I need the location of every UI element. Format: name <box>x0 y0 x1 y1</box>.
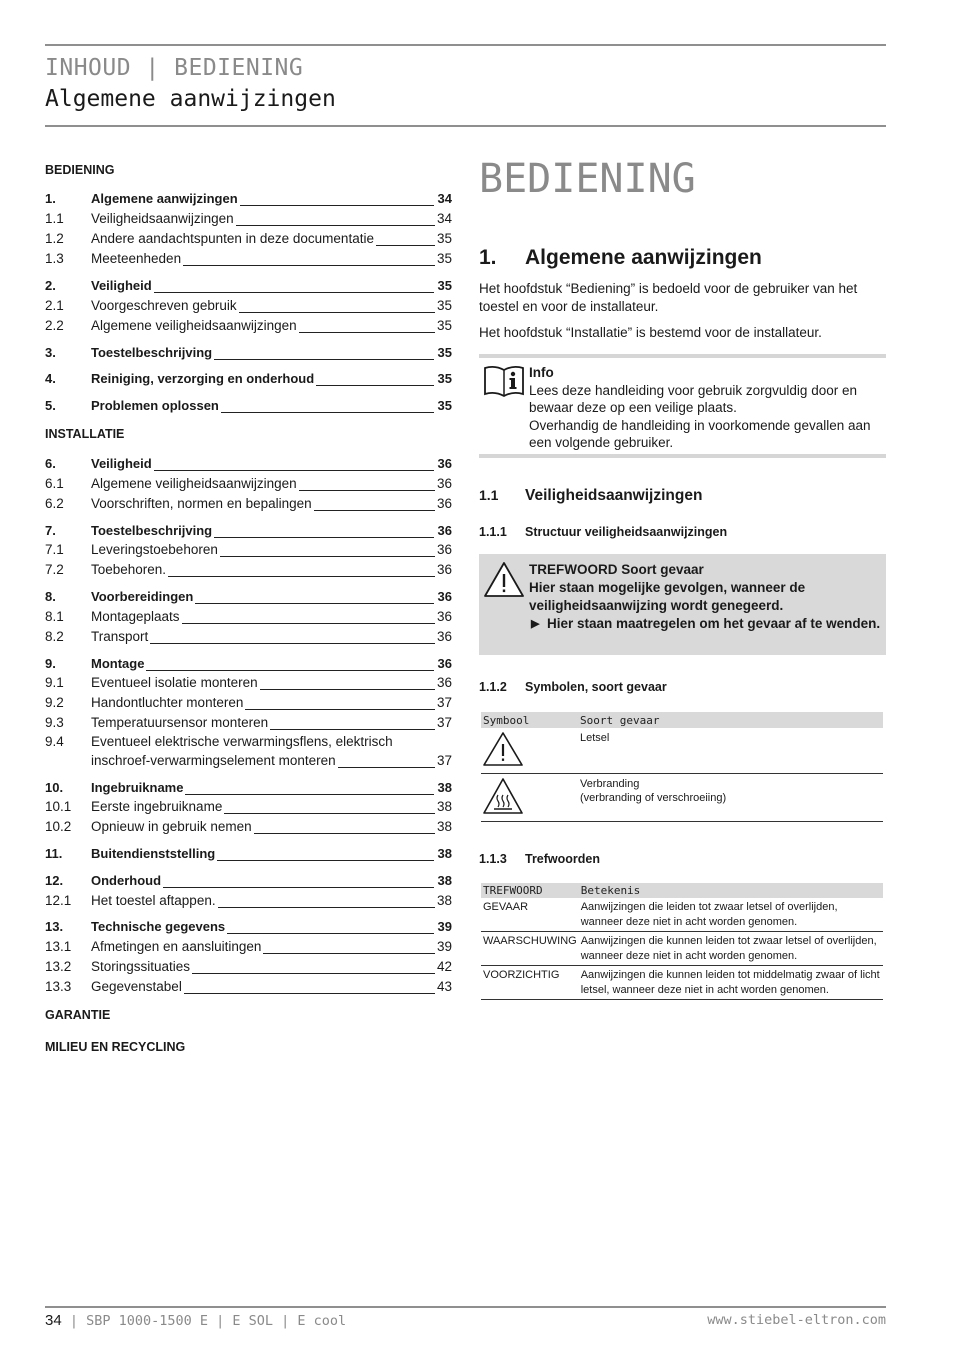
info-book-icon <box>483 364 525 403</box>
header-page-title: Algemene aanwijzingen <box>45 86 336 112</box>
toc-entry-number: 3. <box>45 345 56 360</box>
toc-entry-page: 36 <box>436 476 452 491</box>
toc-entry-label: Temperatuursensor monteren <box>91 715 269 730</box>
type-cell <box>578 774 883 822</box>
section-1-1-3-heading <box>479 852 600 866</box>
toc-entry-number: 12.1 <box>45 893 72 908</box>
info-line-1: Lees deze handleiding voor gebruik zorgvuldig door en bewaar deze op een veilige plaats. <box>529 382 857 415</box>
signal-word-cell: VOORZICHTIG <box>481 966 579 1000</box>
toc-entry-page: 36 <box>436 562 452 577</box>
toc-entry-page: 43 <box>436 979 452 994</box>
table-row <box>481 932 883 966</box>
column-header: TREFWOORD <box>481 883 579 898</box>
toc-entry-number: 4. <box>45 371 56 386</box>
toc-entry-page: 35 <box>437 345 452 360</box>
toc-entry-number: 12. <box>45 873 64 888</box>
toc-entry-page: 36 <box>437 656 452 671</box>
toc-entry-number: 11. <box>45 846 63 861</box>
toc-entry-number: 13.2 <box>45 959 72 974</box>
toc-entry-number: 9.3 <box>45 715 64 730</box>
toc-entry <box>45 190 452 208</box>
toc-entry-page: 36 <box>436 542 452 557</box>
hot-surface-icon <box>481 776 525 816</box>
toc-entry-page: 39 <box>436 939 452 954</box>
toc-entry <box>45 892 452 910</box>
arrow-right-icon: ▶ <box>531 618 540 630</box>
section-1-heading <box>479 246 762 270</box>
section-title: Algemene aanwijzingen <box>525 246 762 269</box>
toc-entry <box>45 250 452 268</box>
toc-entry-number: 1. <box>45 191 56 206</box>
toc-entry <box>45 230 452 248</box>
toc-section-installatie: INSTALLATIE <box>45 427 125 441</box>
toc-entry-label: Meeteenheden <box>91 251 182 266</box>
toc-entry-label: Toestelbeschrijving <box>91 345 213 360</box>
toc-entry-page: 38 <box>437 873 452 888</box>
table-row <box>481 966 883 1000</box>
toc-entry-label: Toestelbeschrijving <box>91 523 213 538</box>
section-title: Trefwoorden <box>525 852 601 866</box>
toc-entry <box>45 397 452 415</box>
toc-entry-label: Het toestel aftappen. <box>91 893 216 908</box>
signal-words-table <box>481 883 883 1000</box>
toc-entry-page: 37 <box>436 695 452 710</box>
toc-entry-label: Storingssituaties <box>91 959 191 974</box>
toc-entry-label: Voorbereidingen <box>91 589 194 604</box>
toc-entry-label: Andere aandachtspunten in deze documentatie <box>91 231 374 246</box>
toc-entry-page: 36 <box>436 675 452 690</box>
toc-entry <box>45 655 452 673</box>
toc-entry-page: 35 <box>437 398 452 413</box>
toc-entry-page: 35 <box>437 278 452 293</box>
toc-entry <box>45 561 452 579</box>
toc-entry <box>45 277 452 295</box>
table-row <box>481 774 883 822</box>
table-row <box>481 728 883 774</box>
warning-triangle-icon <box>483 561 525 604</box>
toc-entry-label: Gegevenstabel <box>91 979 182 994</box>
toc-entry-number: 1.3 <box>45 251 64 266</box>
section-number: 1.1.1 <box>479 525 507 539</box>
toc-entry-page: 36 <box>436 609 452 624</box>
section-title: Symbolen, soort gevaar <box>525 680 667 694</box>
toc-entry-number: 6. <box>45 456 56 471</box>
info-title: Info <box>529 365 554 380</box>
symbol-cell <box>481 728 578 774</box>
toc-entry-number: 9.1 <box>45 675 64 690</box>
toc-entry-page: 34 <box>436 211 452 226</box>
toc-entry-number: 6.2 <box>45 496 64 511</box>
toc-entry-label: Problemen oplossen <box>91 398 219 413</box>
toc-entry <box>45 522 452 540</box>
toc-entry <box>45 628 452 646</box>
toc-entry-page: 37 <box>436 715 452 730</box>
toc-entry-number: 2.1 <box>45 298 64 313</box>
warning-action <box>529 615 881 633</box>
type-cell: Letsel <box>578 728 883 774</box>
toc-entry <box>45 210 452 228</box>
page-number: 34 <box>45 1312 62 1329</box>
toc-entry-page: 38 <box>437 846 452 861</box>
toc-entry-number: 8.2 <box>45 629 64 644</box>
info-line-2: Overhandig de handleiding in voorkomende gevallen aan een volgende gebruiker. <box>529 417 871 450</box>
header-section-title: INHOUD | BEDIENING <box>45 55 304 81</box>
toc-entry-label: Algemene veiligheidsaanwijzingen <box>91 476 297 491</box>
toc-entry-number: 7.2 <box>45 562 64 577</box>
toc-entry-page: 35 <box>436 231 452 246</box>
toc-entry-label: Veiligheid <box>91 278 152 293</box>
toc-entry <box>45 694 452 712</box>
toc-entry-number: 13. <box>45 919 64 934</box>
warning-box <box>479 554 886 655</box>
column-header: Soort gevaar <box>578 712 883 728</box>
toc-entry-number: 13.3 <box>45 979 72 994</box>
toc-entry-label: Reiniging, verzorging en onderhoud <box>91 371 315 386</box>
toc-entry-page: 35 <box>436 251 452 266</box>
toc-entry-number: 9.2 <box>45 695 64 710</box>
toc-entry-number: 9.4 <box>45 734 64 749</box>
toc-entry <box>45 845 452 863</box>
toc-entry <box>45 958 452 976</box>
toc-section-garantie: GARANTIE <box>45 1008 111 1022</box>
toc-entry-page: 34 <box>437 191 452 206</box>
toc-entry-number: 10. <box>45 780 64 795</box>
info-box-top-bar <box>479 354 886 358</box>
warning-body: Hier staan mogelijke gevolgen, wanneer de veiligheidsaanwijzing wordt genegeerd. <box>529 580 806 613</box>
toc-entry-number: 2. <box>45 278 56 293</box>
toc-entry-number: 7. <box>45 523 56 538</box>
toc-section-milieu: MILIEU EN RECYCLING <box>45 1040 186 1054</box>
toc-entry-label: Algemene aanwijzingen <box>91 191 238 206</box>
toc-entry-number: 8.1 <box>45 609 64 624</box>
toc-entry-page: 42 <box>436 959 452 974</box>
toc-entry-label: Transport <box>91 629 149 644</box>
meaning-cell: Aanwijzingen die leiden tot zwaar letsel of overlijden, wanneer deze niet in acht worden genomen. <box>579 898 883 932</box>
toc-entry <box>45 818 452 836</box>
toc-entry-number: 7.1 <box>45 542 64 557</box>
signal-word-cell: GEVAAR <box>481 898 579 932</box>
section-1-1-2-heading <box>479 680 667 694</box>
toc-entry-page: 36 <box>437 456 452 471</box>
toc-entry <box>45 978 452 996</box>
footer-url: www.stiebel-eltron.com <box>707 1312 886 1328</box>
toc-entry-page: 36 <box>437 589 452 604</box>
warning-text <box>529 561 881 633</box>
toc-entry-label: Leveringstoebehoren <box>91 542 218 557</box>
warning-action-text: Hier staan maatregelen om het gevaar af te wenden. <box>547 616 881 631</box>
footer-left <box>45 1312 346 1329</box>
meaning-cell: Aanwijzingen die kunnen leiden tot middelmatig zwaar of licht letsel, wanneer deze niet in acht worden genomen. <box>579 966 883 1000</box>
column-header: Betekenis <box>579 883 883 898</box>
toc-entry-page: 38 <box>436 819 452 834</box>
toc-entry-number: 1.1 <box>45 211 64 226</box>
chapter-title: BEDIENING <box>479 156 696 202</box>
section-title: Structuur veiligheidsaanwijzingen <box>525 525 728 539</box>
toc-entry <box>45 370 452 388</box>
toc-entry-label: Voorgeschreven gebruik <box>91 298 237 313</box>
toc-entry <box>45 918 452 936</box>
toc-entry-label: Eerste ingebruikname <box>91 799 223 814</box>
toc-entry-page: 38 <box>437 780 452 795</box>
model-line: | SBP 1000-1500 E | E SOL | E cool <box>69 1313 347 1329</box>
toc-entry-label: Montageplaats <box>91 609 180 624</box>
intro-paragraph-2: Het hoofdstuk “Installatie” is bestemd voor de installateur. <box>479 325 822 340</box>
toc-entry <box>45 779 452 797</box>
toc-entry-number: 6.1 <box>45 476 64 491</box>
toc-entry <box>45 674 452 692</box>
section-1-1-1-heading <box>479 525 727 539</box>
info-text <box>529 364 885 452</box>
toc-entry-label: Opnieuw in gebruik nemen <box>91 819 252 834</box>
toc-entry-label: Montage <box>91 656 145 671</box>
toc-entry-label: Afmetingen en aansluitingen <box>91 939 262 954</box>
toc-entry-number: 10.1 <box>45 799 72 814</box>
toc-entry <box>45 495 452 513</box>
toc-entry-page: 36 <box>436 496 452 511</box>
toc-entry-label: Eventueel isolatie monteren <box>91 675 258 690</box>
toc-entry-label: Handontluchter monteren <box>91 695 244 710</box>
intro-paragraph-1: Het hoofdstuk “Bediening” is bedoeld voor de gebruiker van het toestel en voor de installateur. <box>479 281 858 314</box>
type-label: Verbranding <box>580 778 640 790</box>
toc-entry <box>45 588 452 606</box>
meaning-cell: Aanwijzingen die kunnen leiden tot zwaar letsel of overlijden, wanneer deze niet in acht worden genomen. <box>579 932 883 966</box>
toc-entry <box>45 608 452 626</box>
toc-entry-label: Ingebruikname <box>91 780 184 795</box>
toc-entry-label: Voorschriften, normen en bepalingen <box>91 496 312 511</box>
toc-entry-page: 35 <box>436 298 452 313</box>
toc-entry-number: 8. <box>45 589 56 604</box>
footer-rule <box>45 1306 886 1308</box>
toc-entry <box>45 734 452 770</box>
section-title: Veiligheidsaanwijzingen <box>525 487 703 504</box>
toc-entry-number: 13.1 <box>45 939 72 954</box>
toc-entry-number: 1.2 <box>45 231 64 246</box>
toc-entry-label: Veiligheidsaanwijzingen <box>91 211 234 226</box>
section-number: 1. <box>479 246 497 269</box>
symbols-table <box>481 712 883 822</box>
toc-entry-number: 5. <box>45 398 56 413</box>
toc-entry <box>45 475 452 493</box>
toc-entry-page: 38 <box>436 799 452 814</box>
toc-entry <box>45 872 452 890</box>
toc-entry-page: 39 <box>437 919 452 934</box>
toc-section-bediening: BEDIENING <box>45 163 115 177</box>
section-number: 1.1.3 <box>479 852 507 866</box>
toc-entry-label: Technische gegevens <box>91 919 226 934</box>
section-1-1-heading <box>479 487 702 505</box>
info-box-bottom-bar <box>479 454 886 458</box>
section-number: 1.1.2 <box>479 680 507 694</box>
toc-entry <box>45 938 452 956</box>
symbol-cell <box>481 774 578 822</box>
toc-entry-number: 2.2 <box>45 318 64 333</box>
toc-entry-page: 36 <box>436 629 452 644</box>
toc-entry-page: 35 <box>437 371 452 386</box>
toc-entry <box>45 455 452 473</box>
toc-entry <box>45 541 452 559</box>
signal-word-cell: WAARSCHUWING <box>481 932 579 966</box>
toc-entry-label: Veiligheid <box>91 456 152 471</box>
table-header-row <box>481 883 883 898</box>
toc-entry <box>45 714 452 732</box>
toc-entry <box>45 297 452 315</box>
warning-triangle-icon <box>481 730 525 768</box>
warning-title: TREFWOORD Soort gevaar <box>529 562 704 577</box>
toc-entry-label: Buitendienststelling <box>91 846 216 861</box>
toc-entry <box>45 798 452 816</box>
toc-entry-page: 36 <box>437 523 452 538</box>
info-box <box>479 354 886 458</box>
toc-entry-page: 35 <box>436 318 452 333</box>
toc-entry <box>45 344 452 362</box>
table-row <box>481 898 883 932</box>
toc-entry-label: Onderhoud <box>91 873 162 888</box>
toc-entry-number: 9. <box>45 656 56 671</box>
toc-entry-label-line-1: Eventueel elektrische verwarmingsflens, elektrisch <box>91 734 393 749</box>
toc-entry-label: Toebehoren. <box>91 562 167 577</box>
table-header-row <box>481 712 883 728</box>
toc-entry-label: inschroef-verwarmingselement monteren <box>91 753 336 768</box>
toc-entry-number: 10.2 <box>45 819 72 834</box>
column-header: Symbool <box>481 712 578 728</box>
toc-entry <box>45 317 452 335</box>
toc-entry-page: 38 <box>436 893 452 908</box>
section-number: 1.1 <box>479 487 499 503</box>
type-description: (verbranding of verschroeiing) <box>580 792 727 804</box>
toc-entry-page: 37 <box>436 753 452 768</box>
header-bottom-rule <box>45 125 886 127</box>
header-top-rule <box>45 44 886 46</box>
toc-entry-label: Algemene veiligheidsaanwijzingen <box>91 318 297 333</box>
